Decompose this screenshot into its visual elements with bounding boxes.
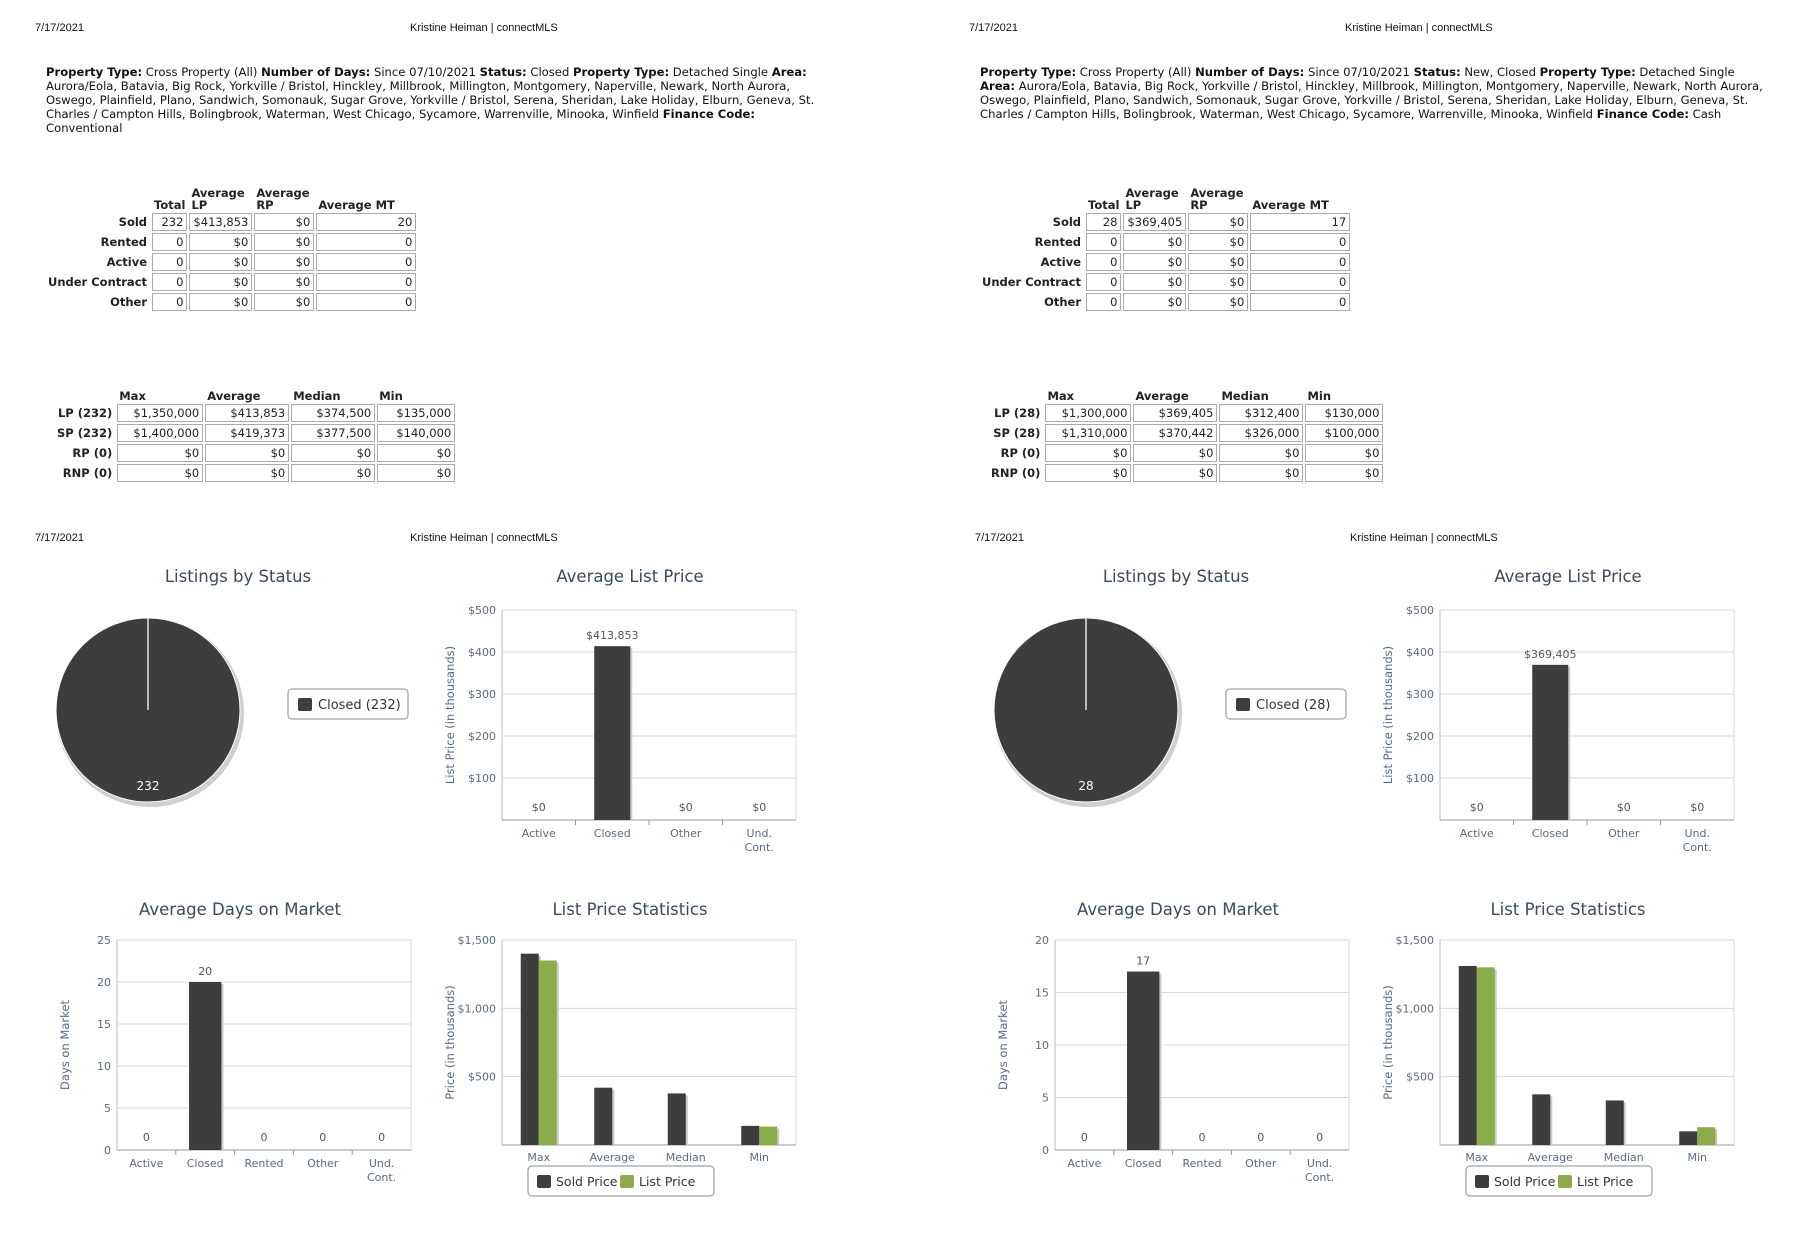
report-agent: Kristine Heiman | connectMLS [410, 22, 558, 34]
price-statistics-table [55, 388, 457, 484]
legend-label: List Price [639, 1174, 696, 1189]
col-header: Max [1047, 389, 1075, 403]
row-label: RNP (0) [991, 466, 1041, 480]
y-tick-label: $500 [1406, 1070, 1434, 1084]
legend-label: List Price [1577, 1174, 1634, 1189]
data-label: 0 [378, 1131, 386, 1144]
cell: $0 [1188, 213, 1248, 231]
criteria-value: Detached Single [669, 65, 772, 79]
row-label: SP (232) [57, 426, 113, 440]
legend-swatch [620, 1175, 634, 1188]
cell: $0 [291, 444, 375, 462]
chart-title-average-list-price: Average List Price [556, 567, 704, 586]
data-label: $0 [531, 801, 546, 814]
charts-agent: Kristine Heiman | connectMLS [410, 532, 558, 544]
col-header: Average [1135, 389, 1189, 403]
bar [1679, 1131, 1697, 1145]
cell: $0 [205, 444, 289, 462]
x-tick-label: Und. [746, 827, 773, 840]
cell: $377,500 [291, 424, 375, 442]
criteria-value: Since 07/10/2021 [1304, 65, 1414, 79]
cell: 17 [1250, 213, 1350, 231]
cell: $0 [254, 293, 314, 311]
y-tick-label: $400 [468, 646, 496, 659]
criteria-value: Conventional [46, 121, 123, 135]
y-tick-label: $100 [1406, 772, 1434, 785]
x-tick-label: Closed [1124, 1157, 1162, 1170]
cell: $0 [1133, 464, 1217, 482]
x-tick-label: Max [1465, 1151, 1489, 1164]
cell: $0 [117, 444, 203, 462]
table-row [57, 404, 455, 422]
y-tick-label: 0 [104, 1144, 111, 1157]
table-row [48, 233, 416, 251]
cell: 0 [316, 233, 416, 251]
row-label: Active [1040, 255, 1082, 269]
col-header: Average LP [191, 186, 245, 212]
row-label: LP (28) [994, 406, 1041, 420]
criteria-value: Aurora/Eola, Batavia, Big Rock, Yorkville / Bristol, Hinckley, Millbrook, Millington, Montgomery, Naperville, Newark, North Aurora, Oswego, Plainfield, Plano, Sandwich, Somonauk, Sugar Grove, Yorkville / Bristol, Serena, Sheridan, Lake Holiday, Elburn, Geneva, St. Charles / Campton Hills, Bolingbrook, Waterman, West Chicago, Sycamore, Warrenville, Minooka, Winfield [46, 79, 815, 121]
row-label: Under Contract [48, 275, 148, 289]
row-label: SP (28) [993, 426, 1041, 440]
cell: 20 [316, 213, 416, 231]
x-tick-label: Other [1608, 827, 1640, 840]
cell: $0 [1188, 253, 1248, 271]
data-label: 0 [1080, 1131, 1088, 1144]
table-row [48, 213, 416, 231]
cell: $326,000 [1219, 424, 1303, 442]
criteria-key: Status: [479, 65, 527, 79]
listings-by-status-pie-chart [978, 600, 1398, 830]
x-tick-label: Min [749, 1151, 770, 1164]
bar [1127, 972, 1159, 1151]
search-criteria [46, 65, 831, 135]
chart-title-average-days-on-market: Average Days on Market [139, 900, 341, 919]
cell: 0 [152, 293, 187, 311]
col-header: Max [119, 389, 146, 403]
charts-date: 7/17/2021 [35, 532, 84, 544]
y-axis-title: Price (in thousands) [1381, 985, 1395, 1100]
bar [1532, 665, 1568, 820]
col-header: Average [207, 389, 261, 403]
col-header: Min [1307, 389, 1332, 403]
cell: 0 [1250, 293, 1350, 311]
legend-label: Closed (28) [1256, 698, 1331, 713]
table-row [57, 424, 455, 442]
cell: $0 [377, 464, 455, 482]
criteria-value: Cross Property (All) [142, 65, 262, 79]
col-header: Average MT [318, 198, 395, 212]
data-label: $413,853 [586, 629, 639, 643]
y-tick-label: $1,000 [1395, 1002, 1434, 1016]
y-tick-label: 5 [104, 1102, 111, 1115]
criteria-value: Detached Single [1635, 65, 1735, 79]
row-label: Active [106, 255, 148, 269]
data-label: $0 [1616, 801, 1631, 814]
row-label: Sold [118, 215, 148, 229]
y-tick-label: 20 [97, 976, 111, 989]
cell: $0 [189, 233, 252, 251]
cell: $374,500 [291, 404, 375, 422]
table-row [982, 293, 1350, 311]
cell: $0 [1045, 444, 1131, 462]
chart-title-list-price-statistics: List Price Statistics [1490, 900, 1646, 919]
cell: $413,853 [205, 404, 289, 422]
y-axis-title: Price (in thousands) [443, 985, 457, 1100]
legend-label: Closed (232) [318, 698, 401, 713]
cell: 0 [1086, 293, 1121, 311]
search-criteria [980, 65, 1765, 121]
col-header: Average MT [1252, 198, 1329, 212]
cell: $0 [254, 233, 314, 251]
y-tick-label: 25 [97, 934, 111, 947]
x-tick-label: Active [521, 827, 556, 840]
data-label: 17 [1136, 954, 1151, 968]
cell: $370,442 [1133, 424, 1217, 442]
cell: $369,405 [1133, 404, 1217, 422]
cell: 0 [152, 253, 187, 271]
data-label: 0 [319, 1131, 327, 1144]
row-label: Under Contract [982, 275, 1082, 289]
report-date: 7/17/2021 [969, 22, 1018, 34]
table-row [982, 233, 1350, 251]
table-row [57, 464, 455, 482]
cell: $413,853 [189, 213, 252, 231]
cell: $0 [1133, 444, 1217, 462]
y-tick-label: $100 [468, 772, 496, 785]
cell: $130,000 [1305, 404, 1383, 422]
criteria-key: Property Type: [1539, 65, 1636, 79]
data-label: $0 [678, 801, 693, 814]
cell: $1,400,000 [117, 424, 203, 442]
row-label: Rented [100, 235, 148, 249]
cell: $0 [1123, 273, 1186, 291]
x-tick-label: Und. [1684, 827, 1711, 840]
cell: 0 [152, 233, 187, 251]
list-price-statistics-bar-chart [1378, 920, 1758, 1210]
cell: 0 [152, 273, 187, 291]
cell: $0 [1123, 253, 1186, 271]
cell: $0 [1045, 464, 1131, 482]
data-label: 0 [1198, 1131, 1206, 1144]
x-tick-label: Closed [186, 1157, 224, 1170]
pie-slice-label: 232 [136, 779, 160, 793]
x-tick-label: Rented [244, 1157, 284, 1170]
y-tick-label: $200 [1406, 730, 1434, 743]
row-label: RNP (0) [62, 466, 113, 480]
criteria-value: Closed [526, 65, 573, 79]
cell: $0 [377, 444, 455, 462]
y-tick-label: 15 [97, 1018, 111, 1031]
x-tick-label: Average [589, 1151, 635, 1164]
data-label: $369,405 [1524, 647, 1577, 661]
cell: 0 [316, 253, 416, 271]
y-tick-label: $500 [1406, 604, 1434, 617]
y-tick-label: $200 [468, 730, 496, 743]
data-label: $0 [752, 801, 767, 814]
cell: $0 [189, 273, 252, 291]
data-label: $0 [1469, 801, 1484, 814]
legend-swatch [537, 1175, 551, 1188]
criteria-key: Area: [980, 79, 1016, 93]
col-header: Median [293, 389, 341, 403]
table-row [982, 213, 1350, 231]
bar [521, 954, 539, 1145]
cell: $1,300,000 [1045, 404, 1131, 422]
price-statistics-table [989, 388, 1385, 484]
data-label: 20 [198, 965, 213, 978]
cell: $312,400 [1219, 404, 1303, 422]
bar [1532, 1094, 1550, 1145]
row-label: LP (232) [57, 406, 113, 420]
table-row [48, 273, 416, 291]
y-tick-label: 15 [1035, 986, 1049, 1000]
x-tick-label: Min [1687, 1151, 1708, 1164]
bar [1697, 1127, 1715, 1145]
x-tick-label: Other [670, 827, 702, 840]
x-tick-label: Und. [368, 1157, 395, 1170]
cell: $0 [1305, 444, 1383, 462]
bar [1477, 967, 1495, 1145]
cell: 0 [1086, 273, 1121, 291]
x-tick-label: Median [665, 1151, 706, 1164]
row-label: Sold [1052, 215, 1082, 229]
x-tick-label: Other [1245, 1157, 1277, 1170]
data-label: $0 [1690, 801, 1705, 814]
table-row [48, 293, 416, 311]
criteria-key: Status: [1413, 65, 1461, 79]
cell: $1,310,000 [1045, 424, 1131, 442]
cell: 0 [1250, 233, 1350, 251]
criteria-value: Cross Property (All) [1076, 65, 1196, 79]
table-row [982, 273, 1350, 291]
y-tick-label: 20 [1035, 934, 1049, 947]
criteria-key: Finance Code: [1596, 107, 1689, 121]
col-header: Total [154, 198, 186, 212]
x-tick-label: Closed [1531, 827, 1569, 840]
y-tick-label: 0 [1042, 1144, 1049, 1157]
y-tick-label: $1,000 [457, 1002, 496, 1016]
table-row [982, 253, 1350, 271]
chart-title-average-list-price: Average List Price [1494, 567, 1642, 586]
x-tick-label: Rented [1182, 1157, 1222, 1170]
cell: 28 [1086, 213, 1121, 231]
y-axis-title: List Price (in thousands) [1381, 645, 1395, 785]
cell: 0 [1250, 253, 1350, 271]
row-label: Rented [1034, 235, 1082, 249]
cell: $0 [189, 253, 252, 271]
legend-label: Sold Price [1494, 1174, 1556, 1189]
cell: $419,373 [205, 424, 289, 442]
bar [1459, 966, 1477, 1145]
col-header: Median [1221, 389, 1269, 403]
x-tick-label: Cont. [366, 1171, 397, 1184]
pie-slice-label: 28 [1078, 779, 1094, 793]
x-tick-label: Other [307, 1157, 339, 1170]
cell: $100,000 [1305, 424, 1383, 442]
data-label: 0 [1257, 1131, 1265, 1144]
x-tick-label: Active [1459, 827, 1494, 840]
legend-swatch [1475, 1175, 1489, 1188]
y-axis-title: List Price (in thousands) [443, 645, 457, 785]
y-tick-label: $1,500 [1395, 934, 1434, 947]
cell: $0 [254, 253, 314, 271]
cell: $0 [1219, 464, 1303, 482]
table-row [991, 404, 1383, 422]
cell: $0 [1123, 293, 1186, 311]
cell: $0 [117, 464, 203, 482]
average-days-on-market-bar-chart [55, 920, 435, 1210]
x-tick-label: Und. [1306, 1157, 1333, 1170]
x-tick-label: Active [1067, 1157, 1102, 1170]
criteria-key: Property Type: [573, 65, 670, 79]
cell: $0 [1123, 233, 1186, 251]
cell: 0 [316, 293, 416, 311]
bar [741, 1126, 759, 1145]
y-tick-label: 10 [97, 1060, 111, 1073]
row-label: Other [1044, 295, 1082, 309]
y-tick-label: $300 [468, 688, 496, 701]
col-header: Average RP [1190, 186, 1244, 212]
cell: $0 [291, 464, 375, 482]
x-tick-label: Cont. [744, 841, 774, 854]
data-label: 0 [142, 1131, 150, 1144]
x-tick-label: Average [1527, 1151, 1573, 1164]
criteria-value: Cash [1689, 107, 1722, 121]
cell: $1,350,000 [117, 404, 203, 422]
x-tick-label: Active [129, 1157, 164, 1170]
y-tick-label: 10 [1035, 1039, 1049, 1052]
status-summary-table [980, 185, 1352, 313]
bar [1606, 1100, 1624, 1145]
y-tick-label: $500 [468, 604, 496, 617]
data-label: 0 [260, 1131, 268, 1144]
criteria-key: Property Type: [46, 65, 143, 79]
x-tick-label: Max [527, 1151, 551, 1164]
y-axis-title: Days on Market [996, 1000, 1010, 1090]
criteria-value: Since 07/10/2021 [370, 65, 480, 79]
x-tick-label: Cont. [1682, 841, 1712, 854]
bar [594, 646, 630, 820]
report-agent: Kristine Heiman | connectMLS [1345, 22, 1493, 34]
listings-by-status-pie-chart [40, 600, 460, 830]
legend-swatch [298, 698, 312, 711]
cell: 0 [1250, 273, 1350, 291]
cell: 0 [1086, 253, 1121, 271]
chart-title-listings-by-status: Listings by Status [164, 567, 312, 586]
chart-title-average-days-on-market: Average Days on Market [1077, 900, 1279, 919]
bar [759, 1127, 777, 1145]
y-tick-label: 5 [1042, 1091, 1049, 1105]
chart-title-list-price-statistics: List Price Statistics [552, 900, 708, 919]
table-row [991, 424, 1383, 442]
data-label: 0 [1316, 1131, 1324, 1144]
bar [668, 1093, 686, 1145]
cell: $0 [1188, 233, 1248, 251]
cell: $0 [1188, 273, 1248, 291]
cell: $369,405 [1123, 213, 1186, 231]
cell: $0 [254, 273, 314, 291]
y-tick-label: $1,500 [457, 934, 496, 947]
x-tick-label: Median [1603, 1151, 1644, 1164]
x-tick-label: Closed [593, 827, 631, 840]
cell: 0 [1086, 233, 1121, 251]
legend-label: Sold Price [556, 1174, 618, 1189]
cell: $135,000 [377, 404, 455, 422]
cell: 232 [152, 213, 187, 231]
cell: $0 [254, 213, 314, 231]
bar [189, 982, 221, 1150]
average-days-on-market-bar-chart [993, 920, 1373, 1210]
col-header: Average RP [256, 186, 310, 212]
charts-agent: Kristine Heiman | connectMLS [1350, 532, 1498, 544]
bar [539, 961, 557, 1146]
status-summary-table [46, 185, 418, 313]
y-tick-label: $300 [1406, 688, 1434, 701]
col-header: Total [1088, 198, 1120, 212]
row-label: RP (0) [72, 446, 113, 460]
cell: $140,000 [377, 424, 455, 442]
criteria-key: Property Type: [980, 65, 1077, 79]
charts-date: 7/17/2021 [975, 532, 1024, 544]
criteria-key: Area: [771, 65, 807, 79]
report-date: 7/17/2021 [35, 22, 84, 34]
y-tick-label: $400 [1406, 646, 1434, 659]
row-label: Other [110, 295, 148, 309]
average-list-price-bar-chart [1378, 590, 1758, 870]
criteria-value: Aurora/Eola, Batavia, Big Rock, Yorkville / Bristol, Hinckley, Millbrook, Millington, Montgomery, Naperville, Newark, North Aurora, Oswego, Plainfield, Plano, Sandwich, Somonauk, Sugar Grove, Yorkville / Bristol, Serena, Sheridan, Lake Holiday, Elburn, Geneva, St. Charles / Campton Hills, Bolingbrook, Waterman, West Chicago, Sycamore, Warrenville, Minooka, Winfield [980, 79, 1763, 121]
cell: $0 [205, 464, 289, 482]
cell: $0 [189, 293, 252, 311]
legend-swatch [1558, 1175, 1572, 1188]
table-row [48, 253, 416, 271]
bar [594, 1088, 612, 1145]
criteria-value: New, Closed [1460, 65, 1540, 79]
cell: 0 [316, 273, 416, 291]
cell: $0 [1188, 293, 1248, 311]
x-tick-label: Cont. [1304, 1171, 1335, 1184]
table-row [57, 444, 455, 462]
cell: $0 [1219, 444, 1303, 462]
table-row [991, 464, 1383, 482]
row-label: RP (0) [1000, 446, 1041, 460]
criteria-key: Number of Days: [1195, 65, 1305, 79]
y-tick-label: $500 [468, 1070, 496, 1084]
cell: $0 [1305, 464, 1383, 482]
table-row [991, 444, 1383, 462]
col-header: Min [379, 389, 403, 403]
y-axis-title: Days on Market [58, 1000, 72, 1090]
criteria-key: Finance Code: [662, 107, 755, 121]
col-header: Average LP [1125, 186, 1179, 212]
list-price-statistics-bar-chart [440, 920, 820, 1210]
legend-swatch [1236, 698, 1250, 711]
average-list-price-bar-chart [440, 590, 820, 870]
criteria-key: Number of Days: [261, 65, 371, 79]
chart-title-listings-by-status: Listings by Status [1102, 567, 1250, 586]
